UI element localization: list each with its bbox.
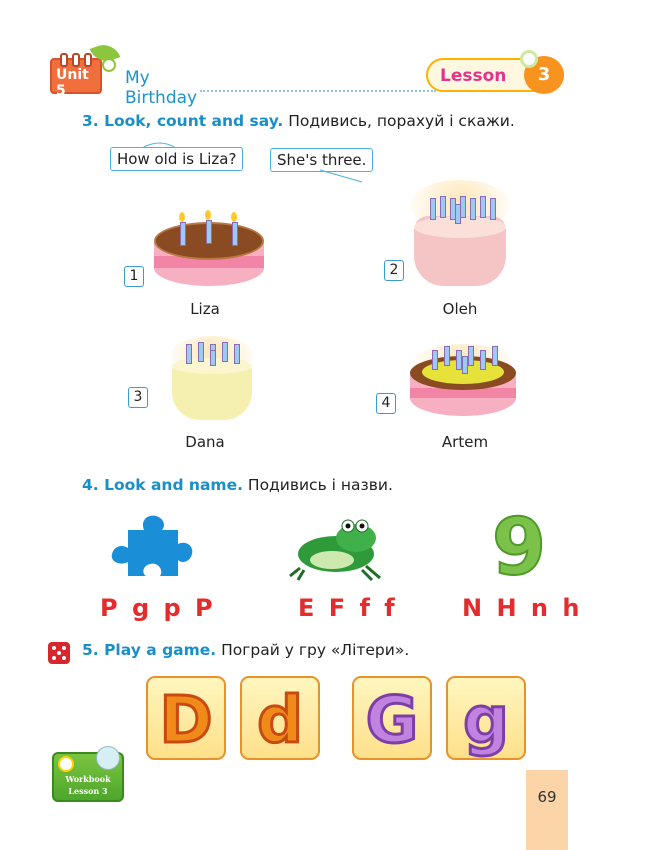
task4-heading bbox=[82, 476, 393, 494]
cake-number: 4 bbox=[376, 393, 396, 414]
letters-group: P g p P bbox=[100, 594, 216, 622]
task3-title-ua: Подивись, порахуй і скажи. bbox=[288, 112, 515, 130]
speech-bubble-question: How old is Liza? bbox=[110, 147, 243, 171]
bubble-tail bbox=[140, 136, 180, 150]
unit-badge bbox=[50, 58, 102, 99]
lesson-number: 3 bbox=[524, 56, 564, 94]
dotted-divider bbox=[200, 90, 436, 92]
cake-name: Artem bbox=[441, 433, 489, 451]
page-number: 69 bbox=[537, 788, 557, 806]
task4-title-ua: Подивись і назви. bbox=[247, 476, 393, 494]
number-nine-icon bbox=[488, 510, 550, 582]
cake-number: 3 bbox=[128, 387, 148, 408]
flower-icon bbox=[58, 756, 74, 772]
letters-group: E F f f bbox=[298, 594, 398, 622]
cake-name: Liza bbox=[190, 300, 220, 318]
bubble-tail bbox=[318, 168, 368, 184]
task5-title-ua: Пограй у гру «Літери». bbox=[221, 641, 410, 659]
letter-card[interactable] bbox=[446, 676, 526, 760]
lesson-label: Lesson bbox=[440, 66, 507, 86]
cake-3 bbox=[168, 336, 254, 422]
lesson-badge bbox=[426, 58, 564, 92]
task5-title-en: 5. Play a game. bbox=[82, 641, 217, 659]
cake-name: Oleh bbox=[442, 300, 478, 318]
cake-4 bbox=[408, 344, 518, 420]
task3-title-en: 3. Look, count and say. bbox=[82, 112, 284, 130]
card-letter: d bbox=[257, 684, 303, 758]
task3-heading bbox=[82, 112, 515, 130]
card-letter: g bbox=[463, 684, 509, 758]
cake-2 bbox=[410, 180, 510, 292]
frog-icon bbox=[286, 516, 386, 582]
cake-1 bbox=[150, 212, 268, 292]
cake-number: 2 bbox=[384, 260, 404, 281]
workbook-badge bbox=[52, 752, 124, 802]
flower-icon bbox=[520, 50, 538, 68]
puzzle-piece-icon bbox=[108, 512, 194, 582]
dice-icon bbox=[46, 640, 74, 666]
page-number-box bbox=[526, 770, 568, 850]
workbook-line1: Workbook bbox=[65, 774, 111, 784]
cake-name: Dana bbox=[185, 433, 225, 451]
task4-title-en: 4. Look and name. bbox=[82, 476, 243, 494]
svg-text:9: 9 bbox=[491, 510, 547, 582]
unit-label: Unit 5 bbox=[56, 67, 89, 99]
task5-heading bbox=[82, 641, 409, 659]
speech-bubble-answer: She's three. bbox=[270, 148, 373, 172]
cd-icon bbox=[96, 746, 120, 770]
letter-card[interactable] bbox=[240, 676, 320, 760]
header-title: My Birthday bbox=[125, 68, 198, 108]
letters-group: N H n h bbox=[462, 594, 583, 622]
letter-card[interactable] bbox=[146, 676, 226, 760]
cake-number: 1 bbox=[124, 266, 144, 287]
card-letter: D bbox=[159, 684, 213, 758]
card-letter: G bbox=[365, 684, 419, 758]
letter-card[interactable] bbox=[352, 676, 432, 760]
workbook-line2: Lesson 3 bbox=[68, 786, 108, 796]
flower-icon bbox=[102, 58, 116, 72]
